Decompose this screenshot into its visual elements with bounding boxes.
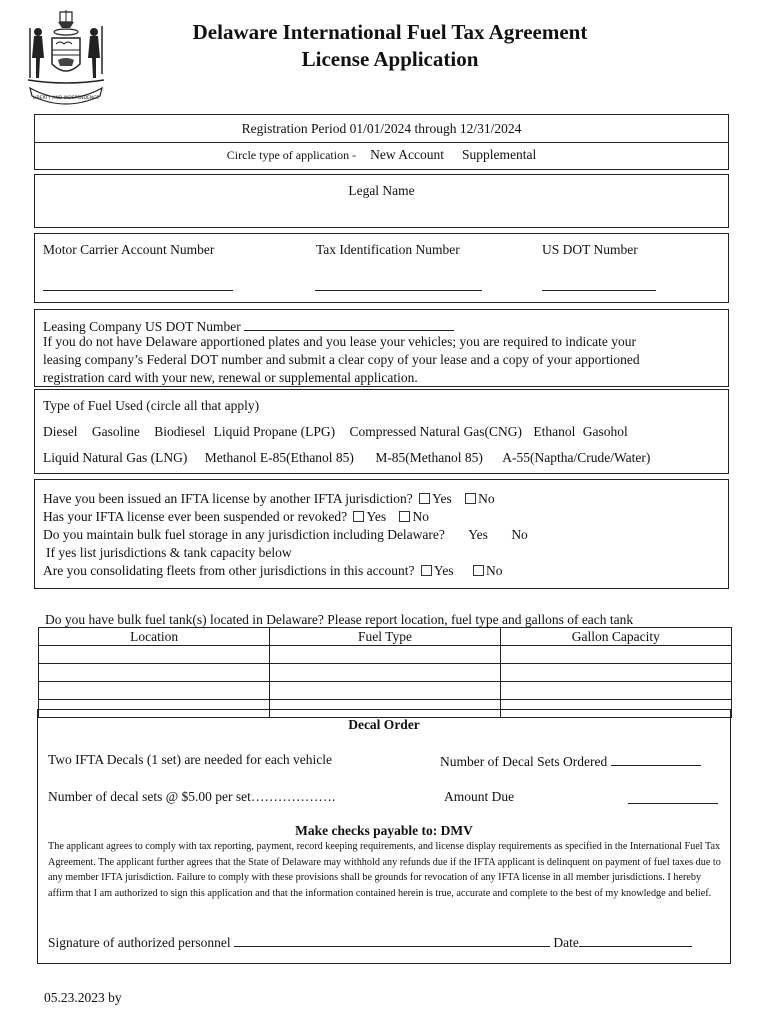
option-new-account[interactable]: New Account <box>370 147 444 162</box>
signature-label: Signature of authorized personnel <box>48 935 231 950</box>
yes-label: Yes <box>432 491 452 506</box>
tax-id-label: Tax Identification Number <box>316 242 460 257</box>
fuel-gasohol[interactable]: Gasohol <box>582 424 628 439</box>
question-text: Have you been issued an IFTA license by another IFTA jurisdiction? <box>43 491 413 506</box>
no-label: No <box>478 491 495 506</box>
q3-yes-option[interactable]: Yes <box>468 527 488 542</box>
column-fuel-type: Fuel Type <box>270 628 500 646</box>
fuel-ethanol[interactable]: Ethanol <box>533 424 576 439</box>
q3-no-option[interactable]: No <box>511 527 528 542</box>
legal-name-label: Legal Name <box>348 183 415 198</box>
question-text: Has your IFTA license ever been suspended or revoked? <box>43 509 348 524</box>
question-text: Do you maintain bulk fuel storage in any jurisdiction including Delaware? <box>43 527 445 542</box>
q1-yes-checkbox[interactable] <box>419 493 430 504</box>
capacity-cell[interactable] <box>500 682 731 700</box>
fuel-gasoline[interactable]: Gasoline <box>91 424 140 439</box>
location-cell[interactable] <box>39 646 270 664</box>
decal-order-box <box>37 709 731 964</box>
leasing-usdot-field[interactable] <box>244 316 454 331</box>
fuel-lpg[interactable]: Liquid Propane (LPG) <box>213 424 336 439</box>
table-header-row <box>39 628 732 646</box>
leasing-line-3: registration card with your new, renewal or supplemental application. <box>43 370 418 385</box>
delaware-seal <box>24 8 108 108</box>
q5-no-checkbox[interactable] <box>473 565 484 576</box>
date-label: Date <box>553 935 579 950</box>
table-row <box>39 664 732 682</box>
leasing-label: Leasing Company US DOT Number <box>43 319 241 334</box>
date-field[interactable] <box>579 932 692 947</box>
table-row <box>39 646 732 664</box>
fuel-diesel[interactable]: Diesel <box>43 424 78 439</box>
option-supplemental[interactable]: Supplemental <box>461 147 537 162</box>
bulk-tank-table <box>38 627 732 718</box>
page-title <box>110 19 670 73</box>
fuel-cng[interactable]: Compressed Natural Gas(CNG) <box>349 424 522 439</box>
leasing-box <box>34 309 729 387</box>
question-ifta-other <box>43 490 495 508</box>
revision-footer: 05.23.2023 by <box>44 990 122 1005</box>
ids-box <box>34 233 729 303</box>
leasing-line-1: If you do not have Delaware apportioned plates and you lease your vehicles; you are required to indicate your <box>43 334 637 349</box>
fuel-biodiesel[interactable]: Biodiesel <box>154 424 206 439</box>
fuel-lng[interactable]: Liquid Natural Gas (LNG) <box>43 450 188 465</box>
svg-text:LIBERTY AND INDEPENDENCE: LIBERTY AND INDEPENDENCE <box>32 96 100 101</box>
leasing-line-2: leasing company’s Federal DOT number and submit a clear copy of your lease and a copy of your apportioned <box>43 352 640 367</box>
question-list-jurisdictions: If yes list jurisdictions & tank capacity below <box>46 545 292 560</box>
agreement-text: The applicant agrees to comply with tax reporting, payment, record keeping requirements, and license display requirements as specified in the International Fuel Tax Agreement. The applicant further agrees that the State of Delaware may withhold any refunds due if the IFTA applicant is delinquent on payment of fuel taxes due to any member IFTA jurisdiction. Failure to comply with these provisions shall be grounds for revocation of any IFTA license in all member jurisdictions. I hereby affirm that I am authorized to sign this application and that the information contained herein is true, accurate and complete to the best of my knowledge and belief. <box>48 841 721 899</box>
column-gallon-capacity: Gallon Capacity <box>500 628 731 646</box>
capacity-cell[interactable] <box>500 646 731 664</box>
usdot-field[interactable] <box>542 290 656 291</box>
bulk-tank-prompt: Do you have bulk fuel tank(s) located in Delaware? Please report location, fuel type and gallons of each tank <box>45 612 634 627</box>
fuel-type-cell[interactable] <box>270 664 500 682</box>
decal-sets-ordered-label: Number of Decal Sets Ordered <box>440 754 608 769</box>
question-text: Are you consolidating fleets from other jurisdictions in this account? <box>43 563 415 578</box>
usdot-label: US DOT Number <box>542 242 638 257</box>
decal-sets-ordered-field[interactable] <box>611 751 701 766</box>
yes-label: Yes <box>433 563 454 578</box>
legal-name-box[interactable] <box>34 174 729 228</box>
table-row <box>39 682 732 700</box>
q1-no-checkbox[interactable] <box>465 493 476 504</box>
fuel-type-label: Type of Fuel Used (circle all that apply) <box>43 398 260 413</box>
decal-price-line: Number of decal sets @ $5.00 per set………………. <box>48 789 336 804</box>
column-location: Location <box>39 628 270 646</box>
fuel-type-cell[interactable] <box>270 682 500 700</box>
fuel-a55[interactable]: A-55(Naptha/Crude/Water) <box>502 450 651 465</box>
amount-due-label: Amount Due <box>444 789 515 804</box>
circle-type-label: Circle type of application - <box>226 148 357 162</box>
title-line-2: License Application <box>301 47 479 71</box>
q2-yes-checkbox[interactable] <box>353 511 364 522</box>
fuel-methanol-e85[interactable]: Methanol E-85(Ethanol 85) <box>204 450 354 465</box>
question-consolidating <box>43 562 502 580</box>
registration-box <box>34 114 729 170</box>
q5-yes-checkbox[interactable] <box>421 565 432 576</box>
no-label: No <box>485 563 503 578</box>
q2-no-checkbox[interactable] <box>399 511 410 522</box>
tax-id-field[interactable] <box>315 290 482 291</box>
title-line-1: Delaware International Fuel Tax Agreement <box>192 20 588 44</box>
signature-field[interactable] <box>234 932 550 947</box>
decal-order-heading: Decal Order <box>348 717 420 732</box>
yes-label: Yes <box>366 509 387 524</box>
capacity-cell[interactable] <box>500 664 731 682</box>
fuel-type-cell[interactable] <box>270 646 500 664</box>
fuel-m85[interactable]: M-85(Methanol 85) <box>375 450 483 465</box>
location-cell[interactable] <box>39 682 270 700</box>
amount-due-field[interactable] <box>628 803 718 804</box>
motor-carrier-label: Motor Carrier Account Number <box>43 242 215 257</box>
question-bulk-storage <box>43 526 528 544</box>
no-label: No <box>412 509 429 524</box>
location-cell[interactable] <box>39 664 270 682</box>
fuel-type-box <box>34 389 729 474</box>
registration-period: Registration Period 01/01/2024 through 12/31/2024 <box>241 121 522 136</box>
decal-needed-text: Two IFTA Decals (1 set) are needed for each vehicle <box>48 752 332 767</box>
question-suspended <box>43 508 429 526</box>
checks-payable-heading: Make checks payable to: DMV <box>295 823 473 838</box>
motor-carrier-field[interactable] <box>43 290 233 291</box>
questions-box <box>34 479 729 589</box>
